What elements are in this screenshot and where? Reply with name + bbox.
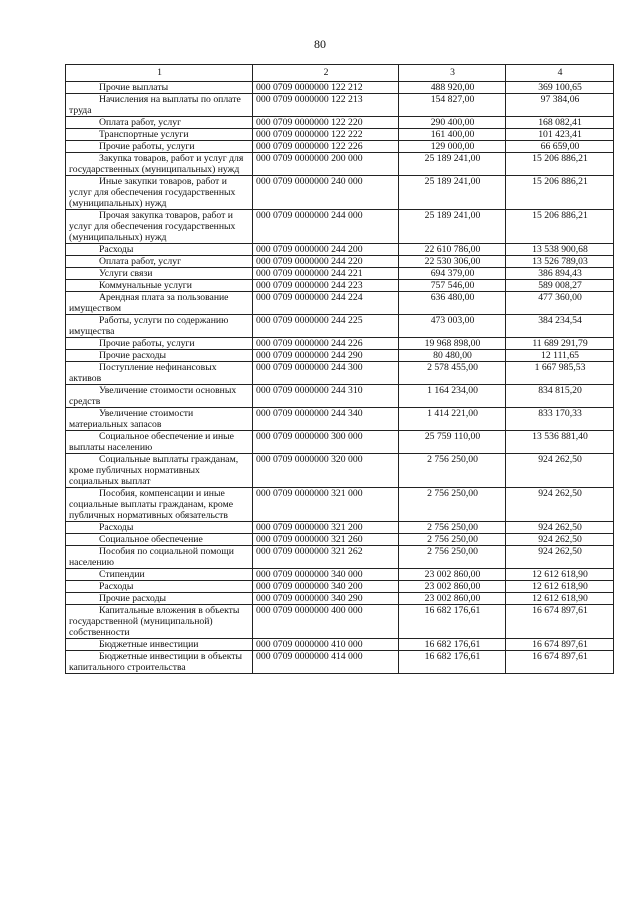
table-row bbox=[66, 176, 614, 210]
row-value-col3: 19 968 898,00 bbox=[399, 338, 506, 350]
row-name-cell: Увеличение стоимости основных средств bbox=[66, 385, 253, 408]
table-row bbox=[66, 488, 614, 522]
row-code-cell: 000 0709 0000000 244 200 bbox=[253, 244, 399, 256]
row-value-col4: 97 384,06 bbox=[506, 94, 614, 117]
row-value-col4: 477 360,00 bbox=[506, 292, 614, 315]
row-value-col4: 924 262,50 bbox=[506, 534, 614, 546]
row-name-cell: Транспортные услуги bbox=[66, 129, 253, 141]
row-name-cell: Оплата работ, услуг bbox=[66, 256, 253, 268]
row-value-col3: 2 756 250,00 bbox=[399, 546, 506, 569]
table-row bbox=[66, 338, 614, 350]
row-code-cell: 000 0709 0000000 240 000 bbox=[253, 176, 399, 210]
header-col-3: 3 bbox=[399, 65, 506, 82]
page-number: 80 bbox=[314, 37, 326, 51]
row-name-cell: Прочие работы, услуги bbox=[66, 141, 253, 153]
row-code-cell: 000 0709 0000000 122 213 bbox=[253, 94, 399, 117]
row-value-col3: 2 756 250,00 bbox=[399, 534, 506, 546]
row-value-col4: 16 674 897,61 bbox=[506, 605, 614, 639]
row-code-cell: 000 0709 0000000 244 000 bbox=[253, 210, 399, 244]
row-value-col4: 924 262,50 bbox=[506, 546, 614, 569]
table-row bbox=[66, 94, 614, 117]
row-value-col4: 1 667 985,53 bbox=[506, 362, 614, 385]
table-row bbox=[66, 82, 614, 94]
row-name-cell: Иные закупки товаров, работ и услуг для обеспечения государственных (муниципальных) нужд bbox=[66, 176, 253, 210]
header-col-1: 1 bbox=[66, 65, 253, 82]
row-name-cell: Расходы bbox=[66, 581, 253, 593]
row-name-cell: Арендная плата за пользование имуществом bbox=[66, 292, 253, 315]
row-value-col3: 161 400,00 bbox=[399, 129, 506, 141]
table-row bbox=[66, 581, 614, 593]
row-value-col3: 25 189 241,00 bbox=[399, 210, 506, 244]
table-row bbox=[66, 651, 614, 674]
table-row bbox=[66, 639, 614, 651]
row-code-cell: 000 0709 0000000 200 000 bbox=[253, 153, 399, 176]
row-value-col3: 1 164 234,00 bbox=[399, 385, 506, 408]
row-name-cell: Услуги связи bbox=[66, 268, 253, 280]
table-row bbox=[66, 244, 614, 256]
row-name-cell: Пособия по социальной помощи населению bbox=[66, 546, 253, 569]
row-value-col4: 13 538 900,68 bbox=[506, 244, 614, 256]
table-row bbox=[66, 315, 614, 338]
row-name-cell: Социальные выплаты гражданам, кроме публичных нормативных социальных выплат bbox=[66, 454, 253, 488]
header-col-4: 4 bbox=[506, 65, 614, 82]
row-name-cell: Пособия, компенсации и иные социальные выплаты гражданам, кроме публичных нормативных обязательств bbox=[66, 488, 253, 522]
row-name-cell: Бюджетные инвестиции в объекты капитального строительства bbox=[66, 651, 253, 674]
row-name-cell: Прочие расходы bbox=[66, 593, 253, 605]
row-value-col3: 23 002 860,00 bbox=[399, 593, 506, 605]
row-value-col3: 636 480,00 bbox=[399, 292, 506, 315]
row-name-cell: Прочие выплаты bbox=[66, 82, 253, 94]
row-value-col3: 154 827,00 bbox=[399, 94, 506, 117]
row-value-col3: 2 756 250,00 bbox=[399, 488, 506, 522]
table-row bbox=[66, 605, 614, 639]
row-name-cell: Прочие работы, услуги bbox=[66, 338, 253, 350]
table-row bbox=[66, 385, 614, 408]
row-name-cell: Оплата работ, услуг bbox=[66, 117, 253, 129]
row-name-cell: Расходы bbox=[66, 522, 253, 534]
table-row bbox=[66, 292, 614, 315]
table-row bbox=[66, 522, 614, 534]
row-code-cell: 000 0709 0000000 244 300 bbox=[253, 362, 399, 385]
row-value-col3: 2 756 250,00 bbox=[399, 522, 506, 534]
row-name-cell: Капитальные вложения в объекты государственной (муниципальной) собственности bbox=[66, 605, 253, 639]
row-value-col3: 694 379,00 bbox=[399, 268, 506, 280]
row-code-cell: 000 0709 0000000 244 226 bbox=[253, 338, 399, 350]
row-code-cell: 000 0709 0000000 122 212 bbox=[253, 82, 399, 94]
header-col-2: 2 bbox=[253, 65, 399, 82]
table-row bbox=[66, 117, 614, 129]
row-value-col4: 66 659,00 bbox=[506, 141, 614, 153]
row-value-col3: 22 530 306,00 bbox=[399, 256, 506, 268]
table-row bbox=[66, 534, 614, 546]
row-value-col4: 924 262,50 bbox=[506, 454, 614, 488]
row-code-cell: 000 0709 0000000 244 220 bbox=[253, 256, 399, 268]
row-value-col3: 488 920,00 bbox=[399, 82, 506, 94]
row-value-col4: 924 262,50 bbox=[506, 488, 614, 522]
row-code-cell: 000 0709 0000000 244 225 bbox=[253, 315, 399, 338]
row-value-col4: 15 206 886,21 bbox=[506, 153, 614, 176]
row-value-col4: 12 111,65 bbox=[506, 350, 614, 362]
table-row bbox=[66, 210, 614, 244]
table-row bbox=[66, 546, 614, 569]
table-row bbox=[66, 256, 614, 268]
table-header bbox=[66, 65, 614, 82]
table-row bbox=[66, 454, 614, 488]
row-value-col4: 168 082,41 bbox=[506, 117, 614, 129]
row-code-cell: 000 0709 0000000 410 000 bbox=[253, 639, 399, 651]
row-code-cell: 000 0709 0000000 244 340 bbox=[253, 408, 399, 431]
row-value-col3: 25 189 241,00 bbox=[399, 176, 506, 210]
table-row bbox=[66, 129, 614, 141]
row-value-col4: 12 612 618,90 bbox=[506, 593, 614, 605]
row-value-col3: 25 189 241,00 bbox=[399, 153, 506, 176]
row-value-col4: 369 100,65 bbox=[506, 82, 614, 94]
table-row bbox=[66, 141, 614, 153]
row-name-cell: Расходы bbox=[66, 244, 253, 256]
row-value-col3: 25 759 110,00 bbox=[399, 431, 506, 454]
row-code-cell: 000 0709 0000000 244 310 bbox=[253, 385, 399, 408]
row-name-cell: Бюджетные инвестиции bbox=[66, 639, 253, 651]
table-row bbox=[66, 350, 614, 362]
row-name-cell: Начисления на выплаты по оплате труда bbox=[66, 94, 253, 117]
row-value-col4: 12 612 618,90 bbox=[506, 569, 614, 581]
row-code-cell: 000 0709 0000000 414 000 bbox=[253, 651, 399, 674]
row-name-cell: Поступление нефинансовых активов bbox=[66, 362, 253, 385]
row-value-col3: 2 578 455,00 bbox=[399, 362, 506, 385]
table-row bbox=[66, 569, 614, 581]
row-value-col4: 384 234,54 bbox=[506, 315, 614, 338]
row-value-col4: 386 894,43 bbox=[506, 268, 614, 280]
row-value-col3: 23 002 860,00 bbox=[399, 569, 506, 581]
row-code-cell: 000 0709 0000000 122 222 bbox=[253, 129, 399, 141]
row-code-cell: 000 0709 0000000 300 000 bbox=[253, 431, 399, 454]
row-code-cell: 000 0709 0000000 244 223 bbox=[253, 280, 399, 292]
row-code-cell: 000 0709 0000000 122 220 bbox=[253, 117, 399, 129]
row-code-cell: 000 0709 0000000 321 200 bbox=[253, 522, 399, 534]
row-value-col4: 589 008,27 bbox=[506, 280, 614, 292]
row-value-col3: 16 682 176,61 bbox=[399, 605, 506, 639]
row-code-cell: 000 0709 0000000 244 290 bbox=[253, 350, 399, 362]
row-code-cell: 000 0709 0000000 340 000 bbox=[253, 569, 399, 581]
table-row bbox=[66, 362, 614, 385]
row-name-cell: Социальное обеспечение bbox=[66, 534, 253, 546]
row-value-col4: 12 612 618,90 bbox=[506, 581, 614, 593]
row-name-cell: Работы, услуги по содержанию имущества bbox=[66, 315, 253, 338]
row-code-cell: 000 0709 0000000 321 262 bbox=[253, 546, 399, 569]
row-value-col3: 129 000,00 bbox=[399, 141, 506, 153]
table-body bbox=[66, 82, 614, 674]
header-row bbox=[66, 65, 614, 82]
row-code-cell: 000 0709 0000000 244 224 bbox=[253, 292, 399, 315]
row-value-col3: 473 003,00 bbox=[399, 315, 506, 338]
row-code-cell: 000 0709 0000000 244 221 bbox=[253, 268, 399, 280]
row-value-col4: 11 689 291,79 bbox=[506, 338, 614, 350]
row-value-col3: 290 400,00 bbox=[399, 117, 506, 129]
table-row bbox=[66, 431, 614, 454]
row-value-col4: 16 674 897,61 bbox=[506, 639, 614, 651]
row-value-col3: 1 414 221,00 bbox=[399, 408, 506, 431]
row-name-cell: Увеличение стоимости материальных запасов bbox=[66, 408, 253, 431]
row-value-col3: 80 480,00 bbox=[399, 350, 506, 362]
row-name-cell: Коммунальные услуги bbox=[66, 280, 253, 292]
row-code-cell: 000 0709 0000000 321 260 bbox=[253, 534, 399, 546]
row-value-col4: 13 526 789,03 bbox=[506, 256, 614, 268]
row-code-cell: 000 0709 0000000 122 226 bbox=[253, 141, 399, 153]
table-row bbox=[66, 593, 614, 605]
row-value-col4: 15 206 886,21 bbox=[506, 210, 614, 244]
row-code-cell: 000 0709 0000000 340 200 bbox=[253, 581, 399, 593]
row-name-cell: Прочая закупка товаров, работ и услуг для обеспечения государственных (муниципальных) нужд bbox=[66, 210, 253, 244]
row-name-cell: Прочие расходы bbox=[66, 350, 253, 362]
row-value-col4: 924 262,50 bbox=[506, 522, 614, 534]
table-row bbox=[66, 408, 614, 431]
row-value-col4: 101 423,41 bbox=[506, 129, 614, 141]
row-code-cell: 000 0709 0000000 321 000 bbox=[253, 488, 399, 522]
table-row bbox=[66, 268, 614, 280]
row-code-cell: 000 0709 0000000 400 000 bbox=[253, 605, 399, 639]
row-name-cell: Закупка товаров, работ и услуг для государственных (муниципальных) нужд bbox=[66, 153, 253, 176]
row-value-col3: 16 682 176,61 bbox=[399, 651, 506, 674]
table-row bbox=[66, 280, 614, 292]
row-value-col3: 2 756 250,00 bbox=[399, 454, 506, 488]
row-value-col4: 13 536 881,40 bbox=[506, 431, 614, 454]
row-value-col3: 757 546,00 bbox=[399, 280, 506, 292]
row-value-col4: 834 815,20 bbox=[506, 385, 614, 408]
row-value-col3: 16 682 176,61 bbox=[399, 639, 506, 651]
row-value-col3: 22 610 786,00 bbox=[399, 244, 506, 256]
row-code-cell: 000 0709 0000000 320 000 bbox=[253, 454, 399, 488]
table-row bbox=[66, 153, 614, 176]
row-code-cell: 000 0709 0000000 340 290 bbox=[253, 593, 399, 605]
row-name-cell: Социальное обеспечение и иные выплаты населению bbox=[66, 431, 253, 454]
row-value-col4: 833 170,33 bbox=[506, 408, 614, 431]
row-value-col4: 15 206 886,21 bbox=[506, 176, 614, 210]
row-name-cell: Стипендии bbox=[66, 569, 253, 581]
row-value-col4: 16 674 897,61 bbox=[506, 651, 614, 674]
budget-table bbox=[65, 64, 614, 674]
row-value-col3: 23 002 860,00 bbox=[399, 581, 506, 593]
